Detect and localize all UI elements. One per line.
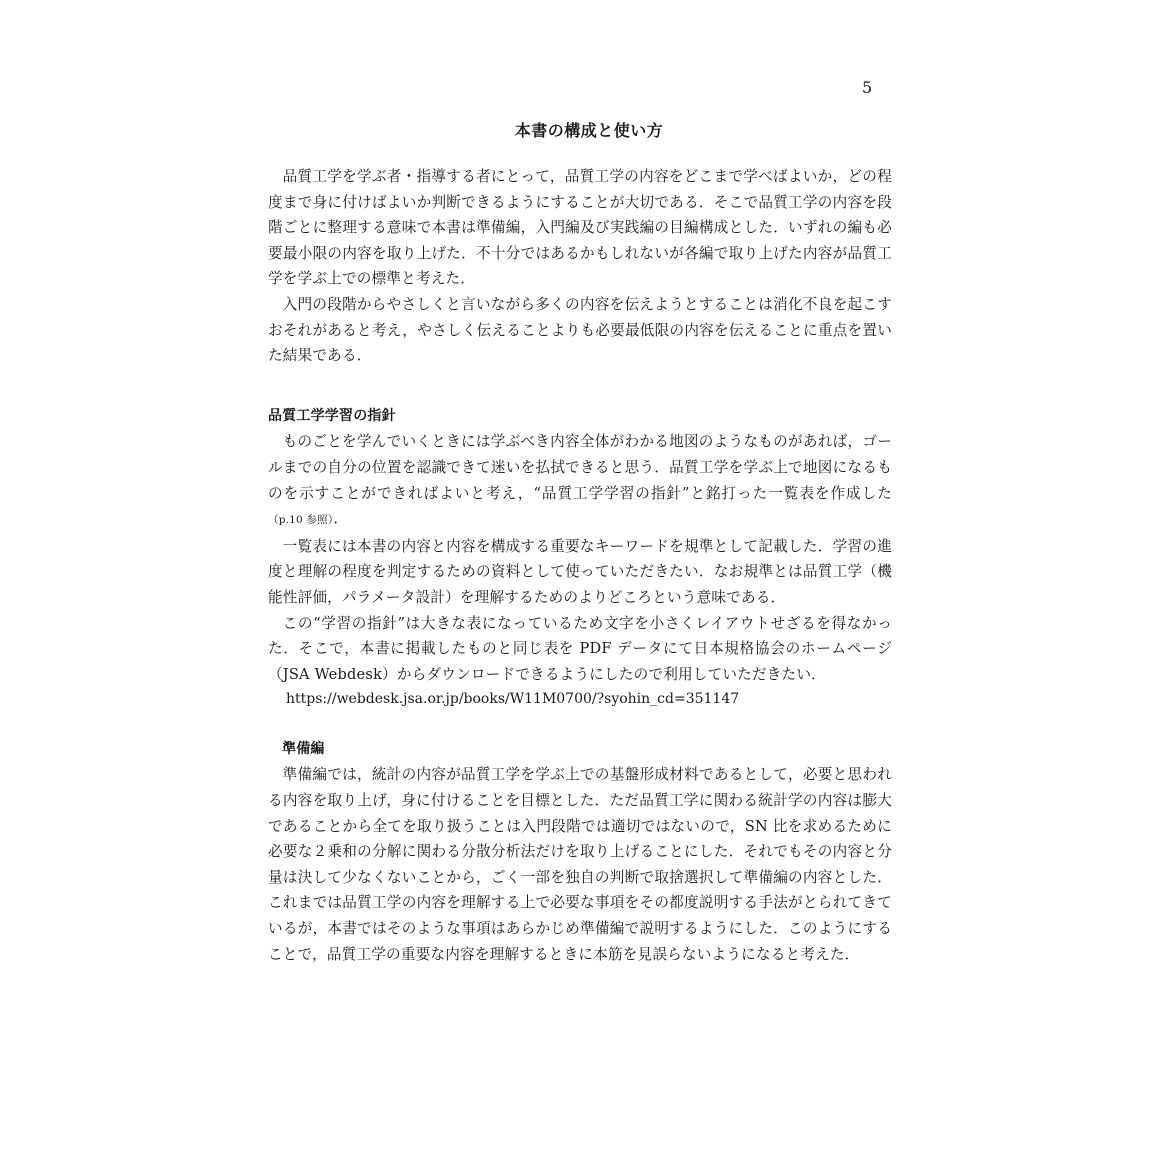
guide-paragraph-2: 一覧表には本書の内容と内容を構成する重要なキーワードを規準として記載した．学習の進度と理解の程度を判定するための資料として使っていただきたい．なお規準とは品質工学（機能性評価，パラメータ設計）を理解するためのよりどころという意味である．: [268, 537, 892, 606]
page-number: 5: [862, 78, 873, 97]
page-reference: （p.10 参照）: [268, 514, 334, 527]
section-spacer: [268, 713, 892, 737]
section-heading-guide: 品質工学学習の指針: [268, 407, 396, 424]
intro-paragraph-2: 入門の段階からやさしくと言いながら多くの内容を伝えようとすることは消化不良を起こすおそれがあると考え，やさしく伝えることよりも必要最低限の内容を伝えることに重点を置いた結果である．: [268, 295, 892, 365]
section-spacer: [268, 369, 892, 404]
guide-paragraph-1-end: ．: [333, 510, 349, 528]
guide-paragraph-1: [268, 429, 892, 533]
intro-paragraph-1: 品質工学を学ぶ者・指導する者にとって，品質工学の内容をどこまで学べばよいか，どの程度まで身に付けばよいか判断できるようにすることが大切である．そこで品質工学の内容を段階ごとに整理する意味で本書は準備編，入門編及び実践編の目編構成とした．いずれの編も必要最小限の内容を取り上げた．不十分ではあるかもしれないが各編で取り上げた内容が品質工学を学ぶ上での標準と考えた．: [268, 168, 892, 288]
download-url: https://webdesk.jsa.or.jp/books/W11M0700/?syohin_cd=351147: [286, 691, 740, 708]
page-title: 本書の構成と使い方: [514, 121, 664, 140]
prep-paragraph: 準備編では，統計の内容が品質工学を学ぶ上での基盤形成材料であるとして，必要と思われる内容を取り上げ，身に付けることを目標とした．ただ品質工学に関わる統計学の内容は膨大であることから全てを取り扱うことは入門段階では適切ではないので，SN 比を求めるために必要な２乗和の分解に関わる分散分析法だけを取り上げることにした．それでもその内容と分量は決して少なくないことから，ごく一部を独自の判断で取捨選択して準備編の内容とした．これまでは品質工学の内容を理解する上で必要な事項をその都度説明する手法がとられてきているが，本書ではそのような事項はあらかじめ準備編で説明するようにした．このようにすることで，品質工学の重要な内容を理解するときに本筋を見誤らないようになると考えた．: [268, 766, 892, 963]
guide-paragraph-3: この“学習の指針”は大きな表になっているため文字を小さくレイアウトせざるを得なかった．そこで，本書に掲載したものと同じ表を PDF データにて日本規格協会のホームページ（JSA Webdesk）からダウンロードできるようにしたので利用していただきたい．: [268, 614, 892, 683]
guide-paragraph-1-text: ものごとを学んでいくときには学ぶべき内容全体がわかる地図のようなものがあれば，ゴールまでの自分の位置を認識できて迷いを払拭できると思う．品質工学を学ぶ上で地図になるものを示すことができればよいと考え，“品質工学学習の指針”と銘打った一覧表を作成した: [268, 433, 892, 502]
section-heading-prep: 準備編: [282, 740, 325, 757]
document-body: [268, 164, 892, 967]
